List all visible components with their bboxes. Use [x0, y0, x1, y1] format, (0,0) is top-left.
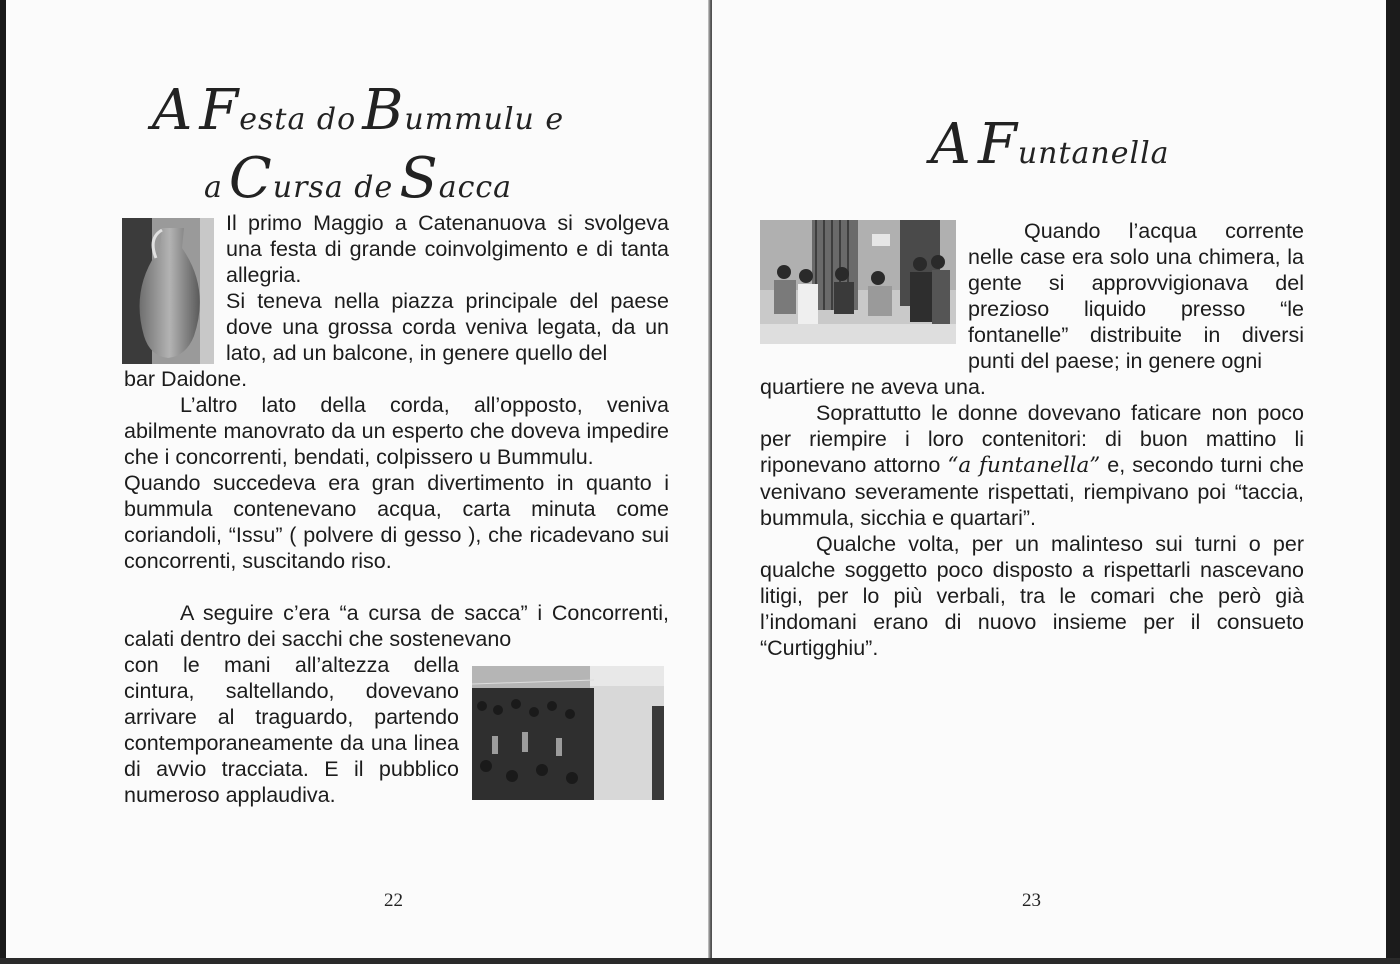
title-text: ursa de — [272, 170, 394, 205]
title-text: ummulu e — [404, 102, 565, 137]
title-text: a — [203, 170, 223, 205]
title-text: untanella — [1017, 136, 1170, 171]
left-main-column — [124, 366, 669, 574]
left-paragraph-2-top — [226, 288, 669, 366]
paragraph-text: Quando succedeva era gran divertimento in quanto i bummula contenevano acqua, carta minuta come coriandoli, “Issu” ( polvere di gesso ), che ricadevano sui concorrenti, suscitando riso. — [124, 471, 669, 573]
fountain-photo — [760, 220, 956, 344]
left-title-line1 — [6, 78, 710, 143]
paragraph-tail: bar Daidone. — [124, 367, 248, 391]
title-initial-b: B — [362, 78, 405, 143]
paragraph-text: Qualche volta, per un malinteso sui turni o per qualche soggetto poco disposto a rispettarli nascevano litigi, per lo più verbali, tra le comari che però già l’indomani erano di nuovo insieme per il consueto “Curtigghiu”. — [760, 532, 1304, 660]
title-initial-c: C — [228, 146, 273, 211]
right-paragraph-1-wrap — [968, 218, 1304, 374]
paragraph-tail: quartiere ne aveva una. — [760, 375, 986, 399]
left-paragraph-5-top — [124, 600, 669, 652]
right-main-column — [760, 374, 1304, 661]
paragraph-segment: e, secondo turni che venivano severamente rispettati, riempivano poi “taccia, bummula, sicchia e quartari”. — [760, 453, 1304, 530]
title-initial-a: A — [151, 78, 194, 143]
paragraph-text-wrap: Quando l’acqua corrente nelle case era solo una chimera, la gente si approvvigionava del prezioso liquido presso “le fontanelle” distribuite in diversi punti del paese; in genere ogni — [968, 219, 1304, 373]
page-number: 22 — [384, 890, 403, 911]
paragraph-text-wrap: Si teneva nella piazza principale del paese dove una grossa corda veniva legata, da un lato, ad un balcone, in genere quello del — [226, 289, 669, 365]
left-title-line2 — [6, 146, 710, 211]
title-initial-a: A — [930, 112, 972, 177]
paragraph-text-wrap: con le mani all’altezza della cintura, saltellando, dovevano arrivare al traguardo, partendo contemporaneamente da una linea di avvio tracciata. E il pubblico numeroso applaudiva. — [124, 653, 459, 807]
left-paragraph-1 — [226, 210, 669, 288]
page-number: 23 — [1022, 890, 1041, 911]
title-text: esta do — [239, 102, 357, 137]
paragraph-text: L’altro lato della corda, all’opposto, veniva abilmente manovrato da un esperto che doveva impedire che i concorrenti, bendati, colpissero u Bummulu. — [124, 393, 669, 469]
crowd-photo — [472, 666, 664, 800]
left-paragraph-5-wrap — [124, 652, 459, 808]
right-title — [712, 112, 1388, 177]
right-page — [712, 0, 1388, 964]
title-initial-f: F — [977, 112, 1018, 177]
title-text: acca — [438, 170, 513, 205]
right-edge — [1386, 0, 1400, 964]
amphora-photo — [122, 218, 214, 364]
bottom-edge — [0, 958, 1400, 964]
title-initial-f: F — [199, 78, 240, 143]
paragraph-text: Il primo Maggio a Catenanuova si svolgeva una festa di grande coinvolgimento e di tanta allegria. — [226, 211, 669, 287]
paragraph-text-wrap: A seguire c’era “a cursa de sacca” i Concorrenti, calati dentro dei sacchi che sostenevano — [124, 601, 669, 651]
paragraph-segment: Soprattutto le donne dovevano faticare non poco per riempire i loro contenitori: di buon mattino li riponevano attorno — [760, 401, 1304, 477]
paragraph-italic: “a funtanella” — [947, 453, 1101, 478]
title-initial-s: S — [399, 146, 439, 211]
paragraph-text — [760, 400, 1304, 531]
